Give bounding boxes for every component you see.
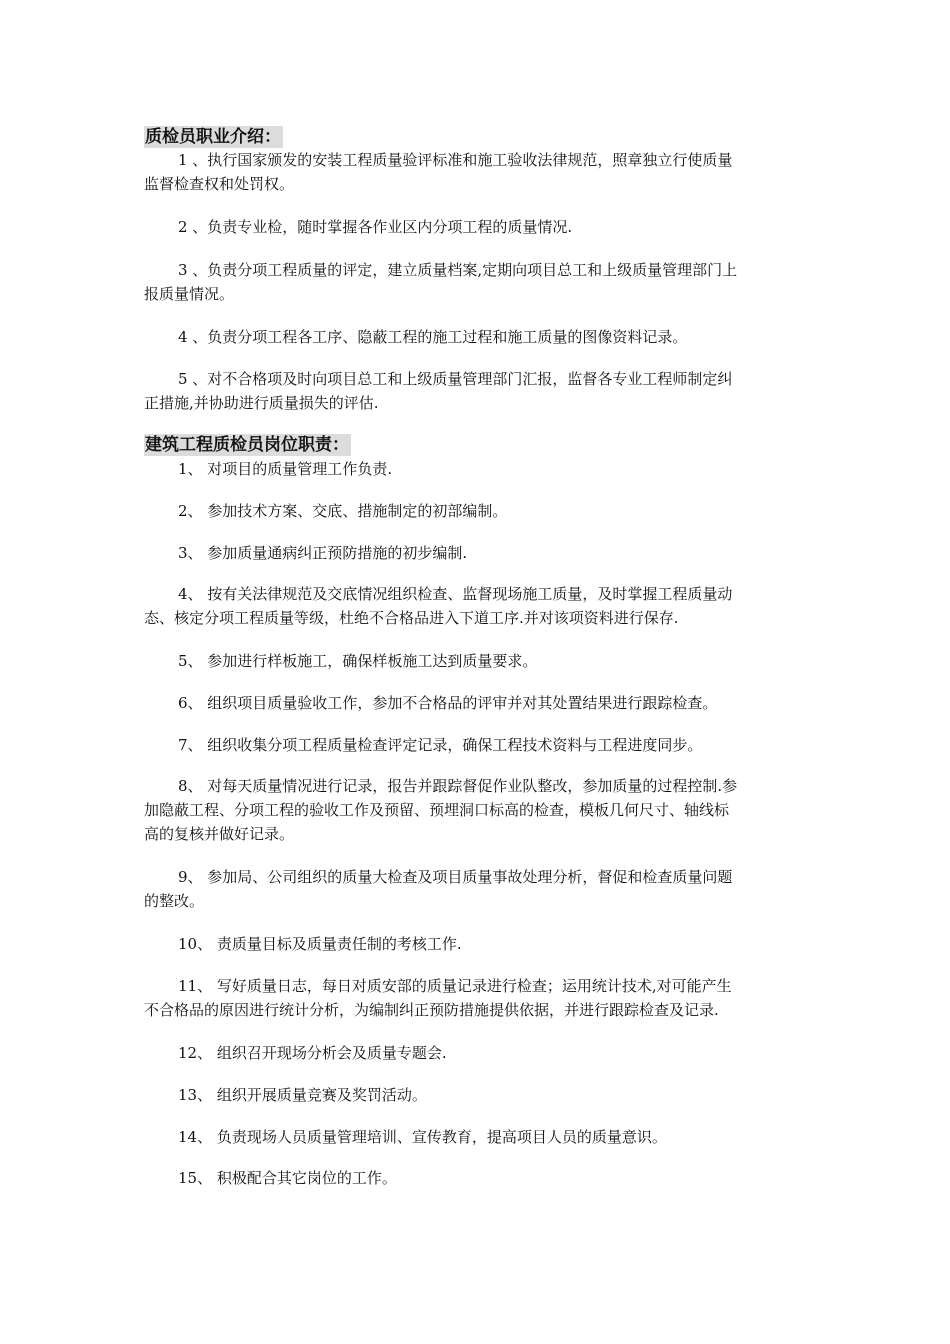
para-line: 3、 参加质量通病纠正预防措施的初步编制. xyxy=(178,544,468,562)
para-line: 12、 组织召开现场分析会及质量专题会. xyxy=(178,1044,447,1062)
para-line: 14、 负责现场人员质量管理培训、宣传教育，提高项目人员的质量意识。 xyxy=(178,1128,667,1146)
para-line: 4、 按有关法律规范及交底情况组织检查、监督现场施工质量，及时掌握工程质量动 xyxy=(178,585,733,603)
paragraph xyxy=(144,733,806,757)
paragraph xyxy=(144,1083,806,1107)
para-line: 正措施,并协助进行质量损失的评估. xyxy=(144,394,379,412)
para-line: 不合格品的原因进行统计分析，为编制纠正预防措施提供依据，并进行跟踪检查及记录. xyxy=(144,1001,719,1019)
para-line: 5 、对不合格项及时向项目总工和上级质量管理部门汇报，监督各专业工程师制定纠 xyxy=(178,370,733,388)
para-line: 3 、负责分项工程质量的评定，建立质量档案,定期向项目总工和上级质量管理部门上 xyxy=(178,261,738,279)
paragraph xyxy=(144,457,806,481)
paragraph xyxy=(144,367,806,415)
section-heading: 建筑工程质检员岗位职责： xyxy=(145,435,349,455)
para-line: 4 、负责分项工程各工序、隐蔽工程的施工过程和施工质量的图像资料记录。 xyxy=(178,328,688,346)
para-line: 9、 参加局、公司组织的质量大检查及项目质量事故处理分析，督促和检查质量问题 xyxy=(178,868,733,886)
para-line: 11、 写好质量日志，每日对质安部的质量记录进行检查；运用统计技术,对可能产生 xyxy=(178,977,732,995)
para-line: 2 、负责专业检，随时掌握各作业区内分项工程的质量情况. xyxy=(178,218,573,236)
para-line: 高的复核并做好记录。 xyxy=(144,825,295,843)
paragraph xyxy=(144,649,806,673)
para-line: 报质量情况。 xyxy=(144,285,235,303)
para-line: 2、 参加技术方案、交底、措施制定的初部编制。 xyxy=(178,502,508,520)
para-line: 1、 对项目的质量管理工作负责. xyxy=(178,460,393,478)
paragraph xyxy=(144,582,806,630)
paragraph xyxy=(144,865,806,913)
paragraph xyxy=(144,1041,806,1065)
para-line: 1 、执行国家颁发的安装工程质量验评标准和施工验收法律规范，照章独立行使质量 xyxy=(178,151,733,169)
para-line: 13、 组织开展质量竞赛及奖罚活动。 xyxy=(178,1086,427,1104)
paragraph xyxy=(144,974,806,1022)
section-heading: 质检员职业介绍： xyxy=(145,127,281,147)
paragraph xyxy=(144,1125,806,1149)
paragraph xyxy=(144,1166,806,1190)
para-line: 10、 责质量目标及质量责任制的考核工作. xyxy=(178,935,462,953)
para-line: 15、 积极配合其它岗位的工作。 xyxy=(178,1169,397,1187)
paragraph xyxy=(144,325,806,349)
para-line: 6、 组织项目质量验收工作，参加不合格品的评审并对其处置结果进行跟踪检查。 xyxy=(178,694,718,712)
paragraph xyxy=(144,258,806,306)
para-line: 加隐蔽工程、分项工程的验收工作及预留、预埋洞口标高的检查，模板几何尺寸、轴线标 xyxy=(144,801,730,819)
para-line: 7、 组织收集分项工程质量检查评定记录，确保工程技术资料与工程进度同步。 xyxy=(178,736,703,754)
paragraph xyxy=(144,215,806,239)
para-line: 8、 对每天质量情况进行记录，报告并跟踪督促作业队整改，参加质量的过程控制.参 xyxy=(178,777,738,795)
paragraph xyxy=(144,148,806,196)
paragraph xyxy=(144,499,806,523)
paragraph xyxy=(144,774,806,846)
paragraph xyxy=(144,541,806,565)
paragraph xyxy=(144,932,806,956)
para-line: 态、核定分项工程质量等级，杜绝不合格品进入下道工序.并对该项资料进行保存. xyxy=(144,609,679,627)
paragraph xyxy=(144,691,806,715)
para-line: 监督检查权和处罚权。 xyxy=(144,175,295,193)
para-line: 的整改。 xyxy=(144,892,205,910)
para-line: 5、 参加进行样板施工，确保样板施工达到质量要求。 xyxy=(178,652,538,670)
